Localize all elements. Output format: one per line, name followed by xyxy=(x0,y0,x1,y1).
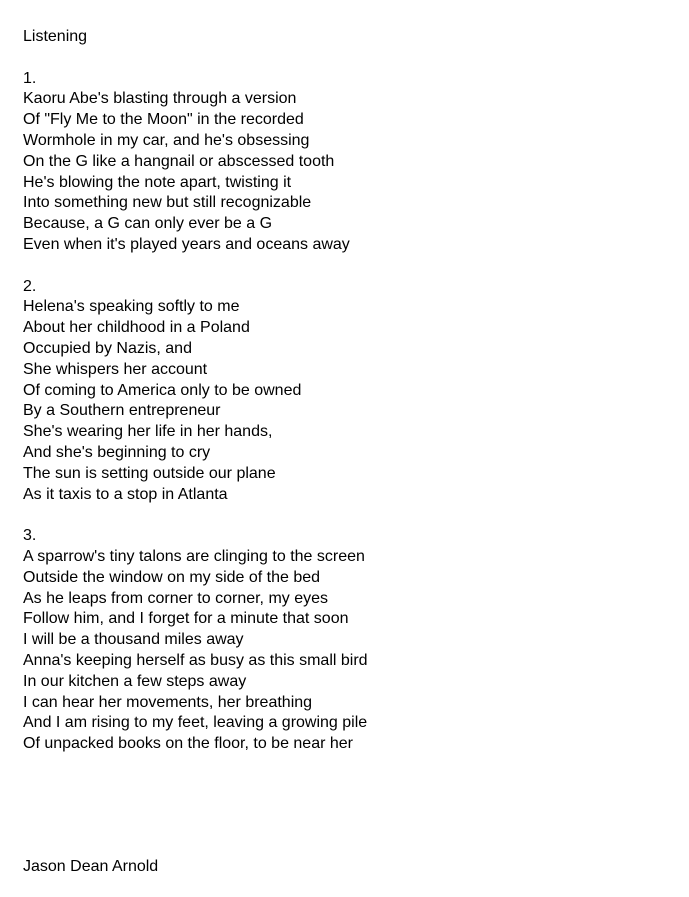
poem-line: Follow him, and I forget for a minute that soon xyxy=(23,610,349,628)
poem-line: She whispers her account xyxy=(23,360,208,378)
spacer xyxy=(23,256,673,277)
poem-document xyxy=(23,27,673,755)
poem-line: Helena's speaking softly to me xyxy=(23,298,240,316)
poem-line: By a Southern entrepreneur xyxy=(23,402,221,420)
section-number: 1. xyxy=(23,69,37,87)
spacer xyxy=(23,48,673,69)
poem-line: Occupied by Nazis, and xyxy=(23,339,192,357)
author-name: Jason Dean Arnold xyxy=(23,858,159,875)
poem-line: A sparrow's tiny talons are clinging to the screen xyxy=(23,547,365,565)
poem-line: About her childhood in a Poland xyxy=(23,319,250,337)
poem-line: Of "Fly Me to the Moon" in the recorded xyxy=(23,111,304,129)
poem-line: She's wearing her life in her hands, xyxy=(23,423,273,441)
poem-section-2 xyxy=(23,277,673,506)
poem-line: He's blowing the note apart, twisting it xyxy=(23,173,292,191)
poem-line: In our kitchen a few steps away xyxy=(23,672,247,690)
poem-line: Of unpacked books on the floor, to be near her xyxy=(23,735,353,753)
poem-line: Into something new but still recognizable xyxy=(23,194,312,212)
poem-line: Even when it's played years and oceans away xyxy=(23,235,350,253)
section-number: 3. xyxy=(23,527,37,545)
poem-line: As it taxis to a stop in Atlanta xyxy=(23,485,228,503)
poem-line: Outside the window on my side of the bed xyxy=(23,568,321,586)
poem-line: On the G like a hangnail or abscessed tooth xyxy=(23,152,335,170)
poem-title: Listening xyxy=(23,28,88,45)
poem-line: And I am rising to my feet, leaving a growing pile xyxy=(23,714,368,732)
section-number: 2. xyxy=(23,277,37,295)
poem-line: And she's beginning to cry xyxy=(23,443,211,461)
poem-line: Wormhole in my car, and he's obsessing xyxy=(23,131,310,149)
poem-section-3 xyxy=(23,526,673,755)
poem-line: Kaoru Abe's blasting through a version xyxy=(23,90,297,108)
poem-line: The sun is setting outside our plane xyxy=(23,464,276,482)
spacer xyxy=(23,505,673,526)
poem-section-1 xyxy=(23,69,673,256)
poem-line: I can hear her movements, her breathing xyxy=(23,693,313,711)
poem-line: Anna's keeping herself as busy as this small bird xyxy=(23,651,368,669)
poem-line: As he leaps from corner to corner, my eyes xyxy=(23,589,329,607)
poem-line: Of coming to America only to be owned xyxy=(23,381,302,399)
poem-line: Because, a G can only ever be a G xyxy=(23,215,273,233)
poem-line: I will be a thousand miles away xyxy=(23,631,244,649)
